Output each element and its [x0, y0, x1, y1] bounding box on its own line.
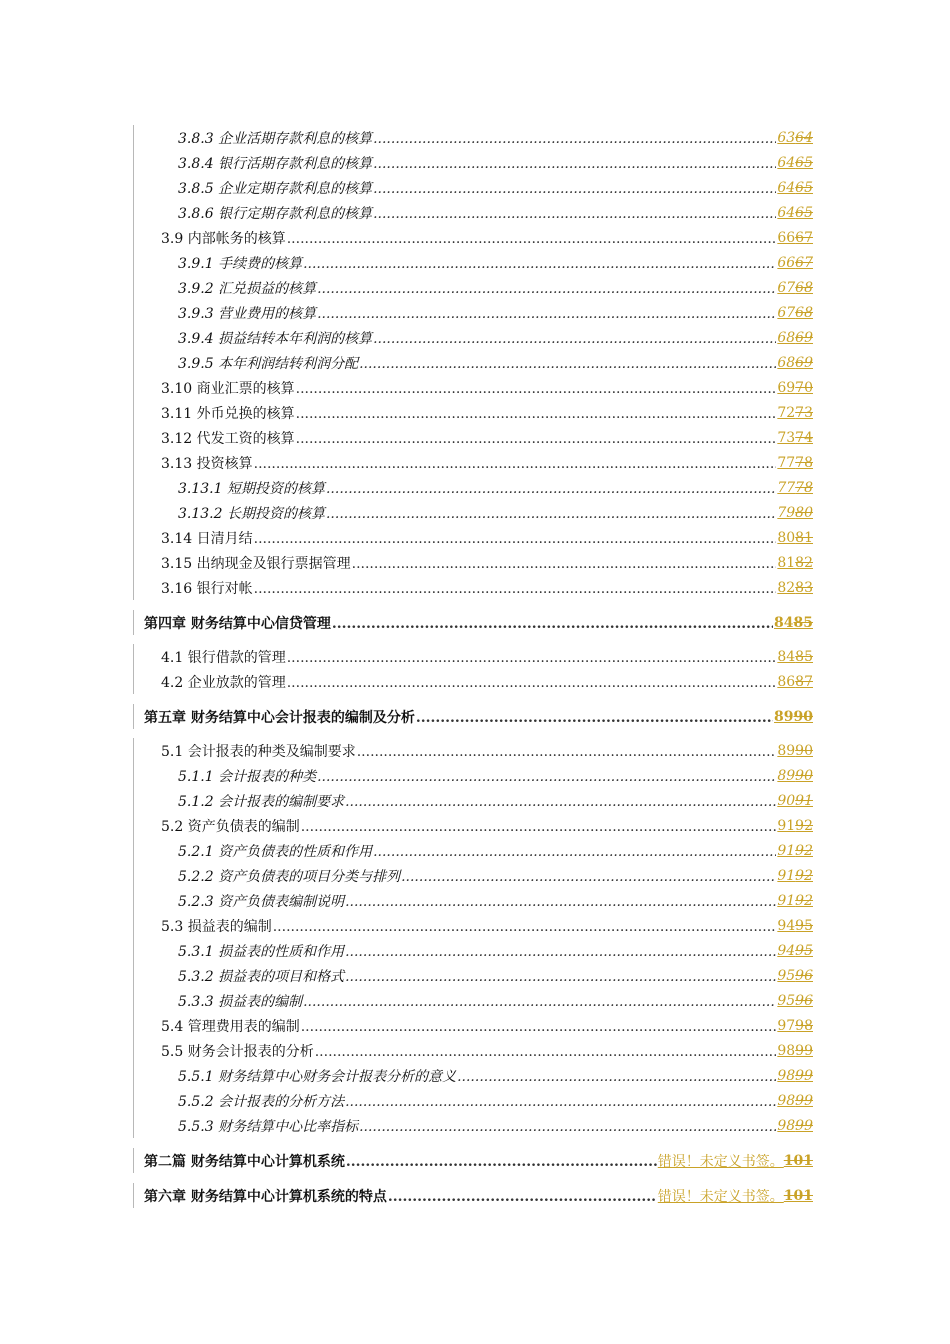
leader-dots — [359, 1119, 776, 1135]
toc-entry[interactable] — [134, 813, 813, 838]
toc-entry[interactable] — [134, 763, 813, 788]
leader-dots — [287, 231, 777, 247]
page-number[interactable]: 9091 — [777, 792, 813, 809]
entry-title: 5.2 资产负债表的编制 — [161, 818, 300, 835]
leader-dots — [296, 381, 777, 397]
toc-entry[interactable] — [134, 988, 813, 1013]
entry-title: 5.3 损益表的编制 — [161, 918, 272, 935]
entry-title: 5.1.1 会计报表的种类 — [178, 768, 317, 785]
page-number[interactable]: 101 — [783, 1187, 813, 1204]
entry-title: 5.2.3 资产负债表编制说明 — [178, 893, 345, 910]
toc-entry[interactable] — [134, 500, 813, 525]
entry-title: 3.14 日清月结 — [161, 530, 253, 547]
part-title: 第二篇 财务结算中心计算机系统 — [144, 1153, 345, 1170]
page-number[interactable]: 9899 — [777, 1117, 813, 1134]
leader-dots — [317, 306, 776, 322]
toc-chapter6 — [133, 1183, 813, 1208]
leader-dots — [254, 581, 777, 597]
leader-dots — [352, 556, 777, 572]
toc-entry[interactable] — [134, 475, 813, 500]
leader-dots — [315, 1044, 777, 1060]
toc-entry[interactable] — [134, 1013, 813, 1038]
page-number[interactable]: 8283 — [777, 579, 813, 596]
toc-entry[interactable] — [134, 644, 813, 669]
toc-chapter-row[interactable] — [134, 1183, 813, 1208]
entry-title: 3.9.4 损益结转本年利润的核算 — [178, 330, 373, 347]
toc-entry[interactable] — [134, 575, 813, 600]
leader-dots — [345, 894, 776, 910]
toc-entry[interactable] — [134, 738, 813, 763]
entry-title: 5.3.1 损益表的性质和作用 — [178, 943, 345, 960]
toc-entry[interactable] — [134, 788, 813, 813]
page-number[interactable]: 7273 — [777, 404, 813, 421]
entry-title: 4.2 企业放款的管理 — [161, 674, 286, 691]
page-number[interactable]: 6364 — [777, 129, 813, 146]
leader-dots — [373, 331, 776, 347]
leader-dots — [373, 156, 776, 172]
bookmark-error[interactable]: 错误！未定义书签。 — [657, 1188, 784, 1205]
page-number[interactable]: 9495 — [777, 942, 813, 959]
page-number[interactable]: 9899 — [777, 1042, 813, 1059]
toc-entry[interactable] — [134, 838, 813, 863]
leader-dots — [287, 650, 777, 666]
toc-entry[interactable] — [134, 525, 813, 550]
toc-entry[interactable] — [134, 425, 813, 450]
entry-title: 5.5 财务会计报表的分析 — [161, 1043, 314, 1060]
bookmark-error[interactable]: 错误！未定义书签。 — [657, 1153, 784, 1170]
toc-entry[interactable] — [134, 963, 813, 988]
toc-entry[interactable] — [134, 375, 813, 400]
page-number[interactable]: 6869 — [777, 354, 813, 371]
page-number[interactable]: 9798 — [777, 1017, 813, 1034]
leader-dots — [388, 1189, 657, 1205]
page-number[interactable]: 8182 — [777, 554, 813, 571]
entry-title: 3.13.1 短期投资的核算 — [178, 480, 325, 497]
entry-title: 3.12 代发工资的核算 — [161, 430, 295, 447]
toc-entry[interactable] — [134, 863, 813, 888]
leader-dots — [416, 710, 773, 726]
entry-title: 3.9.2 汇兑损益的核算 — [178, 280, 317, 297]
page-number[interactable]: 9495 — [777, 917, 813, 934]
leader-dots — [254, 456, 777, 472]
toc-part2 — [133, 1148, 813, 1173]
page-number[interactable]: 9899 — [777, 1067, 813, 1084]
entry-title: 5.2.2 资产负债表的项目分类与排列 — [178, 868, 401, 885]
page-number[interactable]: 9192 — [777, 867, 813, 884]
page-number[interactable]: 8990 — [774, 708, 813, 725]
page-number[interactable]: 6869 — [777, 329, 813, 346]
leader-dots — [346, 1154, 657, 1170]
leader-dots — [345, 944, 776, 960]
toc-entry[interactable] — [134, 888, 813, 913]
page-number[interactable]: 8990 — [777, 742, 813, 759]
toc-group-chapter3 — [133, 125, 813, 600]
toc-entry[interactable] — [134, 1038, 813, 1063]
page-number[interactable]: 7778 — [777, 454, 813, 471]
page-number[interactable]: 6667 — [777, 254, 813, 271]
page-number[interactable]: 6465 — [777, 179, 813, 196]
page-number[interactable]: 6768 — [777, 304, 813, 321]
page-number[interactable]: 6768 — [777, 279, 813, 296]
leader-dots — [326, 481, 776, 497]
page-number[interactable]: 8081 — [777, 529, 813, 546]
toc-part-row[interactable] — [134, 1148, 813, 1173]
leader-dots — [254, 531, 777, 547]
leader-dots — [345, 794, 776, 810]
leader-dots — [296, 406, 777, 422]
entry-title: 3.16 银行对帐 — [161, 580, 253, 597]
page-number[interactable]: 9192 — [777, 892, 813, 909]
entry-title: 5.5.2 会计报表的分析方法 — [178, 1093, 345, 1110]
toc-chapter-row[interactable] — [134, 610, 813, 635]
toc-entry[interactable] — [134, 225, 813, 250]
leader-dots — [373, 844, 776, 860]
page-number[interactable]: 6465 — [777, 204, 813, 221]
page-number[interactable]: 9899 — [777, 1092, 813, 1109]
toc-entry[interactable] — [134, 325, 813, 350]
toc-entry[interactable] — [134, 275, 813, 300]
page-number[interactable]: 6970 — [777, 379, 813, 396]
leader-dots — [401, 869, 776, 885]
entry-title: 5.5.3 财务结算中心比率指标 — [178, 1118, 359, 1135]
entry-title: 3.9.1 手续费的核算 — [178, 255, 303, 272]
entry-title: 3.15 出纳现金及银行票据管理 — [161, 555, 351, 572]
entry-title: 4.1 银行借款的管理 — [161, 649, 286, 666]
page-number[interactable]: 6465 — [777, 154, 813, 171]
entry-title: 5.4 管理费用表的编制 — [161, 1018, 300, 1035]
toc-entry[interactable] — [134, 1088, 813, 1113]
page-number[interactable]: 8485 — [777, 648, 813, 665]
leader-dots — [317, 281, 776, 297]
entry-title: 5.1.2 会计报表的编制要求 — [178, 793, 345, 810]
page-number[interactable]: 8990 — [777, 767, 813, 784]
leader-dots — [359, 356, 776, 372]
chapter-title: 第六章 财务结算中心计算机系统的特点 — [144, 1188, 387, 1205]
entry-title: 3.8.5 企业定期存款利息的核算 — [178, 180, 373, 197]
entry-title: 3.8.6 银行定期存款利息的核算 — [178, 205, 373, 222]
leader-dots — [287, 675, 777, 691]
leader-dots — [317, 769, 776, 785]
leader-dots — [332, 616, 773, 632]
entry-title: 3.9.3 营业费用的核算 — [178, 305, 317, 322]
page-number[interactable]: 9192 — [777, 842, 813, 859]
toc-entry[interactable] — [134, 300, 813, 325]
leader-dots — [373, 181, 776, 197]
toc-group-chapter5 — [133, 738, 813, 1138]
entry-title: 3.13 投资核算 — [161, 455, 253, 472]
entry-title: 3.9 内部帐务的核算 — [161, 230, 286, 247]
toc-entry[interactable] — [134, 125, 813, 150]
toc-entry[interactable] — [134, 669, 813, 694]
leader-dots — [273, 919, 777, 935]
leader-dots — [457, 1069, 776, 1085]
toc-chapter-row[interactable] — [134, 704, 813, 729]
table-of-contents — [133, 125, 813, 1208]
chapter-title: 第四章 财务结算中心信贷管理 — [144, 615, 331, 632]
leader-dots — [345, 1094, 776, 1110]
page-number[interactable]: 8687 — [777, 673, 813, 690]
toc-entry[interactable] — [134, 450, 813, 475]
page-number[interactable]: 7778 — [777, 479, 813, 496]
entry-title: 3.11 外币兑换的核算 — [161, 405, 295, 422]
leader-dots — [373, 206, 776, 222]
page-number[interactable]: 8485 — [774, 614, 813, 631]
toc-entry[interactable] — [134, 1113, 813, 1138]
page-number[interactable]: 7980 — [777, 504, 813, 521]
leader-dots — [301, 819, 777, 835]
toc-entry[interactable] — [134, 550, 813, 575]
page-number[interactable]: 9192 — [777, 817, 813, 834]
leader-dots — [357, 744, 777, 760]
toc-chapter4 — [133, 610, 813, 635]
leader-dots — [373, 131, 776, 147]
page-number[interactable]: 9596 — [777, 967, 813, 984]
chapter-title: 第五章 财务结算中心会计报表的编制及分析 — [144, 709, 415, 726]
entry-title: 5.1 会计报表的种类及编制要求 — [161, 743, 356, 760]
entry-title: 5.5.1 财务结算中心财务会计报表分析的意义 — [178, 1068, 457, 1085]
leader-dots — [303, 994, 776, 1010]
leader-dots — [296, 431, 777, 447]
toc-chapter5 — [133, 704, 813, 729]
leader-dots — [303, 256, 776, 272]
toc-group-chapter4 — [133, 644, 813, 694]
toc-entry[interactable] — [134, 150, 813, 175]
toc-entry[interactable] — [134, 1063, 813, 1088]
toc-entry[interactable] — [134, 175, 813, 200]
toc-entry[interactable] — [134, 250, 813, 275]
entry-title: 3.13.2 长期投资的核算 — [178, 505, 325, 522]
page-number[interactable]: 6667 — [777, 229, 813, 246]
toc-entry[interactable] — [134, 350, 813, 375]
entry-title: 3.9.5 本年利润结转利润分配 — [178, 355, 359, 372]
page-number[interactable]: 7374 — [777, 429, 813, 446]
entry-title: 5.3.3 损益表的编制 — [178, 993, 303, 1010]
leader-dots — [301, 1019, 777, 1035]
entry-title: 3.10 商业汇票的核算 — [161, 380, 295, 397]
entry-title: 3.8.4 银行活期存款利息的核算 — [178, 155, 373, 172]
toc-entry[interactable] — [134, 938, 813, 963]
leader-dots — [345, 969, 776, 985]
toc-entry[interactable] — [134, 913, 813, 938]
entry-title: 5.2.1 资产负债表的性质和作用 — [178, 843, 373, 860]
entry-title: 3.8.3 企业活期存款利息的核算 — [178, 130, 373, 147]
leader-dots — [326, 506, 776, 522]
entry-title: 5.3.2 损益表的项目和格式 — [178, 968, 345, 985]
toc-entry[interactable] — [134, 400, 813, 425]
page-number[interactable]: 101 — [783, 1152, 813, 1169]
toc-entry[interactable] — [134, 200, 813, 225]
page-number[interactable]: 9596 — [777, 992, 813, 1009]
